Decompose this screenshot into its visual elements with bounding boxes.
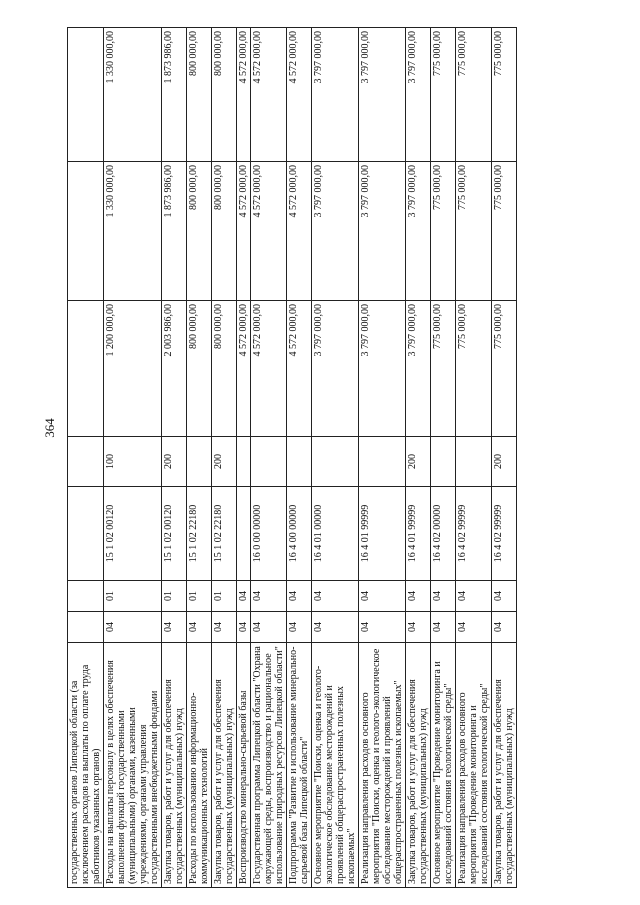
amount-col-2: 4 572 000,00: [287, 162, 312, 301]
amount-col-2: 3 797 000,00: [312, 162, 359, 301]
table-row: [312, 28, 359, 888]
expense-type-code: 200: [406, 437, 431, 487]
amount-col-1: 3 797 000,00: [312, 301, 359, 437]
expense-type-code: [287, 437, 312, 487]
target-article-code: 16 4 01 00000: [312, 487, 359, 581]
amount-col-2: 1 330 000,00: [104, 162, 162, 301]
row-name: государственных органов Липецкой области (за исключением расходов на выплаты по оплате труда работников указанных органов): [68, 643, 104, 888]
amount-col-3: 4 572 000,00: [251, 28, 287, 162]
row-name: Расходы по использованию информационно-коммуникационных технологий: [187, 643, 212, 888]
table-row: [68, 28, 104, 888]
amount-col-2: 800 000,00: [212, 162, 237, 301]
amount-col-2: 775 000,00: [492, 162, 517, 301]
table-row: [431, 28, 456, 888]
section-code: 04: [251, 612, 287, 643]
amount-col-2: 4 572 000,00: [237, 162, 251, 301]
table-row: [456, 28, 492, 888]
section-code: [68, 612, 104, 643]
amount-col-1: 4 572 000,00: [287, 301, 312, 437]
amount-col-3: 800 000,00: [187, 28, 212, 162]
table-row: [237, 28, 251, 888]
amount-col-1: 800 000,00: [187, 301, 212, 437]
amount-col-1: 800 000,00: [212, 301, 237, 437]
budget-table: [67, 27, 517, 888]
row-name: Расходы на выплаты персоналу в целях обеспечения выполнения функций государственными (муниципальными) органами, казенными учреждениями, органами управления государственными внебюджетными фондами: [104, 643, 162, 888]
table-row: [492, 28, 517, 888]
amount-col-3: 3 797 000,00: [312, 28, 359, 162]
amount-col-1: 1 200 000,00: [104, 301, 162, 437]
section-code: 04: [312, 612, 359, 643]
row-name: Воспроизводство минерально-сырьевой базы: [237, 643, 251, 888]
amount-col-3: [68, 28, 104, 162]
table-row: [212, 28, 237, 888]
amount-col-2: [68, 162, 104, 301]
subsection-code: 04: [456, 581, 492, 612]
amount-col-1: 775 000,00: [492, 301, 517, 437]
section-code: 04: [104, 612, 162, 643]
row-name: Государственная программа Липецкой области "Охрана окружающей среды, воспроизводство и рациональное использование природных ресурсов Липецкой области": [251, 643, 287, 888]
target-article-code: [237, 487, 251, 581]
page-number: 364: [41, 418, 57, 438]
section-code: 04: [359, 612, 406, 643]
amount-col-3: 775 000,00: [431, 28, 456, 162]
target-article-code: 15 1 02 00120: [162, 487, 187, 581]
amount-col-2: 775 000,00: [431, 162, 456, 301]
rotated-page: [67, 18, 627, 888]
table-row: [406, 28, 431, 888]
target-article-code: 16 4 01 99999: [406, 487, 431, 581]
amount-col-3: 3 797 000,00: [359, 28, 406, 162]
target-article-code: [68, 487, 104, 581]
subsection-code: 01: [104, 581, 162, 612]
amount-col-2: 3 797 000,00: [406, 162, 431, 301]
target-article-code: 16 4 01 99999: [359, 487, 406, 581]
section-code: 04: [406, 612, 431, 643]
subsection-code: 01: [212, 581, 237, 612]
section-code: 04: [456, 612, 492, 643]
section-code: 04: [492, 612, 517, 643]
subsection-code: 01: [162, 581, 187, 612]
amount-col-3: 775 000,00: [492, 28, 517, 162]
target-article-code: 16 4 02 00000: [431, 487, 456, 581]
target-article-code: 15 1 02 22180: [212, 487, 237, 581]
amount-col-3: 4 572 000,00: [237, 28, 251, 162]
row-name: Основное мероприятие "Поиски, оценка и геолого-экологическое обследование месторождений и проявлений общераспространенных полезных ископаемых": [312, 643, 359, 888]
subsection-code: 04: [492, 581, 517, 612]
amount-col-2: 800 000,00: [187, 162, 212, 301]
amount-col-3: 4 572 000,00: [287, 28, 312, 162]
amount-col-3: 800 000,00: [212, 28, 237, 162]
row-name: Реализация направления расходов основного мероприятия "Проведение мониторинга и исследований состояния геологической среды": [456, 643, 492, 888]
expense-type-code: [187, 437, 212, 487]
section-code: 04: [287, 612, 312, 643]
subsection-code: 04: [251, 581, 287, 612]
amount-col-3: 1 330 000,00: [104, 28, 162, 162]
amount-col-2: 775 000,00: [456, 162, 492, 301]
section-code: 04: [237, 612, 251, 643]
expense-type-code: [237, 437, 251, 487]
section-code: 04: [187, 612, 212, 643]
subsection-code: 04: [312, 581, 359, 612]
expense-type-code: 200: [162, 437, 187, 487]
section-code: 04: [431, 612, 456, 643]
row-name: Закупка товаров, работ и услуг для обеспечения государственных (муниципальных) нужд: [406, 643, 431, 888]
table-row: [251, 28, 287, 888]
subsection-code: 04: [406, 581, 431, 612]
subsection-code: 04: [431, 581, 456, 612]
expense-type-code: [456, 437, 492, 487]
row-name: Закупка товаров, работ и услуг для обеспечения государственных (муниципальных) нужд: [212, 643, 237, 888]
target-article-code: 15 1 02 22180: [187, 487, 212, 581]
target-article-code: 16 4 02 99999: [492, 487, 517, 581]
table-row: [187, 28, 212, 888]
subsection-code: [68, 581, 104, 612]
amount-col-1: [68, 301, 104, 437]
amount-col-1: 775 000,00: [431, 301, 456, 437]
subsection-code: 01: [187, 581, 212, 612]
table-row: [287, 28, 312, 888]
expense-type-code: 200: [492, 437, 517, 487]
amount-col-2: 1 873 986,00: [162, 162, 187, 301]
subsection-code: 04: [237, 581, 251, 612]
target-article-code: 16 4 00 00000: [287, 487, 312, 581]
row-name: Подпрограмма "Развитие и использование минерально-сырьевой базы Липецкой области": [287, 643, 312, 888]
amount-col-2: 4 572 000,00: [251, 162, 287, 301]
table-row: [104, 28, 162, 888]
amount-col-1: 4 572 000,00: [251, 301, 287, 437]
target-article-code: 16 0 00 00000: [251, 487, 287, 581]
amount-col-1: 2 003 986,00: [162, 301, 187, 437]
target-article-code: 15 1 02 00120: [104, 487, 162, 581]
amount-col-1: 775 000,00: [456, 301, 492, 437]
section-code: 04: [212, 612, 237, 643]
expense-type-code: [312, 437, 359, 487]
expense-type-code: [68, 437, 104, 487]
row-name: Закупка товаров, работ и услуг для обеспечения государственных (муниципальных) нужд: [162, 643, 187, 888]
row-name: Закупка товаров, работ и услуг для обеспечения государственных (муниципальных) нужд: [492, 643, 517, 888]
row-name: Реализация направления расходов основного мероприятия "Поиски, оценка и геолого-экологическое обследование месторождений и проявлений общераспространенных полезных ископаемых": [359, 643, 406, 888]
amount-col-3: 3 797 000,00: [406, 28, 431, 162]
amount-col-3: 1 873 986,00: [162, 28, 187, 162]
amount-col-3: 775 000,00: [456, 28, 492, 162]
amount-col-1: 4 572 000,00: [237, 301, 251, 437]
expense-type-code: [251, 437, 287, 487]
amount-col-1: 3 797 000,00: [359, 301, 406, 437]
target-article-code: 16 4 02 99999: [456, 487, 492, 581]
row-name: Основное мероприятие "Проведение мониторинга и исследований состояния геологической среды": [431, 643, 456, 888]
expense-type-code: 100: [104, 437, 162, 487]
table-row: [162, 28, 187, 888]
subsection-code: 04: [359, 581, 406, 612]
expense-type-code: 200: [212, 437, 237, 487]
table-body: [68, 28, 517, 888]
amount-col-1: 3 797 000,00: [406, 301, 431, 437]
subsection-code: 04: [287, 581, 312, 612]
section-code: 04: [162, 612, 187, 643]
expense-type-code: [359, 437, 406, 487]
expense-type-code: [431, 437, 456, 487]
table-row: [359, 28, 406, 888]
amount-col-2: 3 797 000,00: [359, 162, 406, 301]
